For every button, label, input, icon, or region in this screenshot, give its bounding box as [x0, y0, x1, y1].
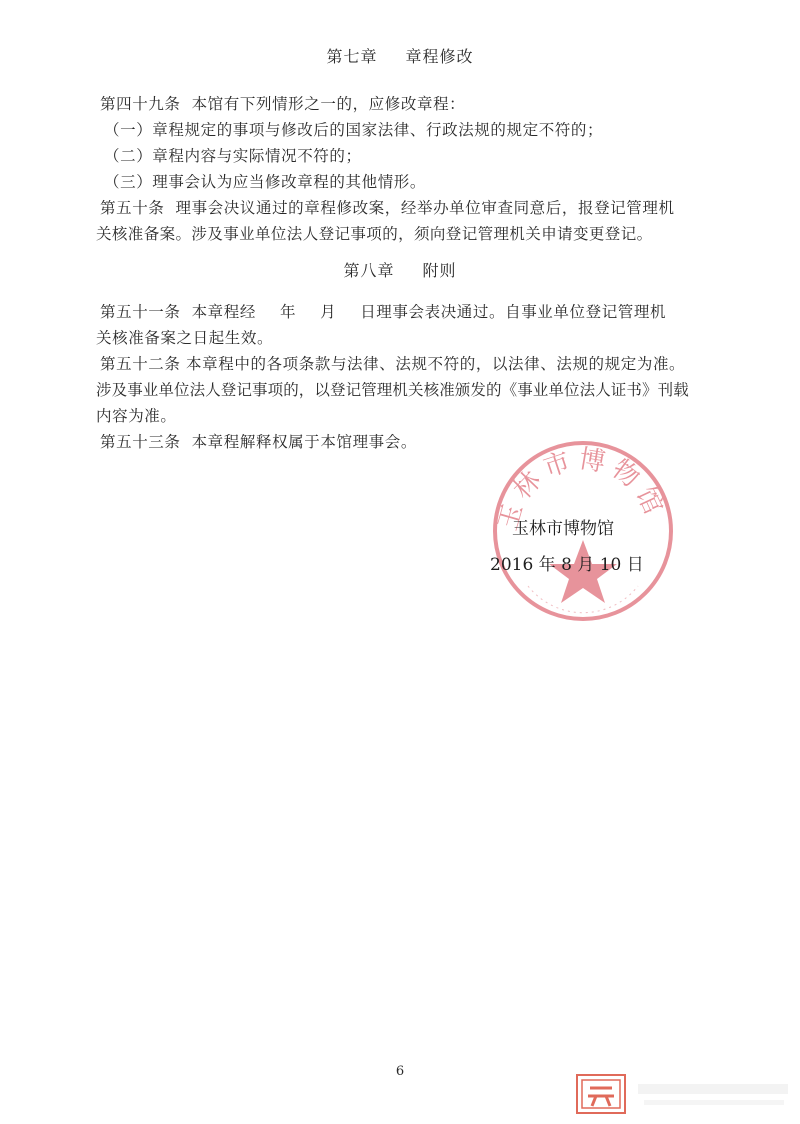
article-49-label: 第四十九条 [100, 95, 181, 113]
article-53-text: 本章程解释权属于本馆理事会。 [191, 433, 417, 451]
article-52-line-1: 本章程中的各项条款与法律、法规不符的，以法律、法规的规定为准。 [186, 355, 686, 373]
article-51-part-4: 日理事会表决通过。自事业单位登记管理机 [360, 303, 667, 321]
article-49-text: 本馆有下列情形之一的，应修改章程： [191, 95, 466, 113]
signature-organization: 玉林市博物馆 [512, 519, 614, 539]
article-52-label: 第五十二条 [100, 355, 181, 373]
article-53 [100, 430, 417, 452]
article-50 [100, 196, 675, 218]
chapter-7-title: 章程修改 [405, 47, 474, 66]
article-51-label: 第五十一条 [100, 303, 181, 321]
article-49-item-2: （二）章程内容与实际情况不符的； [104, 147, 362, 165]
watermark-logo-icon [576, 1074, 626, 1114]
seal-text: 玉林市博物馆 [493, 444, 671, 534]
article-51 [100, 300, 666, 322]
article-50-line-2: 关核准备案。涉及事业单位法人登记事项的，须向登记管理机关申请变更登记。 [96, 225, 653, 243]
chapter-8-number: 第八章 [343, 261, 395, 280]
article-51-year: 年 [279, 303, 297, 321]
chapter-8-heading [0, 258, 800, 281]
chapter-8-title: 附则 [422, 261, 457, 280]
article-49 [100, 92, 465, 114]
article-49-item-1: （一）章程规定的事项与修改后的国家法律、行政法规的规定不符的； [104, 121, 604, 139]
watermark-faint-mark [636, 1078, 796, 1112]
page-number: 6 [395, 1064, 405, 1079]
article-49-item-3: （三）理事会认为应当修改章程的其他情形。 [104, 173, 427, 191]
article-52-line-3: 内容为准。 [96, 407, 177, 425]
article-51-line-2: 关核准备案之日起生效。 [96, 329, 274, 347]
article-50-line-1: 理事会决议通过的章程修改案，经举办单位审查同意后，报登记管理机 [175, 199, 675, 217]
article-50-label: 第五十条 [100, 199, 165, 217]
article-53-label: 第五十三条 [100, 433, 181, 451]
chapter-7-number: 第七章 [326, 47, 378, 66]
article-51-part-1: 本章程经 [191, 303, 256, 321]
chapter-7-heading [0, 44, 800, 67]
article-52 [100, 352, 685, 374]
article-52-line-2: 涉及事业单位法人登记事项的，以登记管理机关核准颁发的《事业单位法人证书》刊载 [96, 381, 689, 399]
article-51-month: 月 [320, 303, 337, 321]
signature-date: 2016 年 8 月 10 日 [490, 555, 644, 575]
